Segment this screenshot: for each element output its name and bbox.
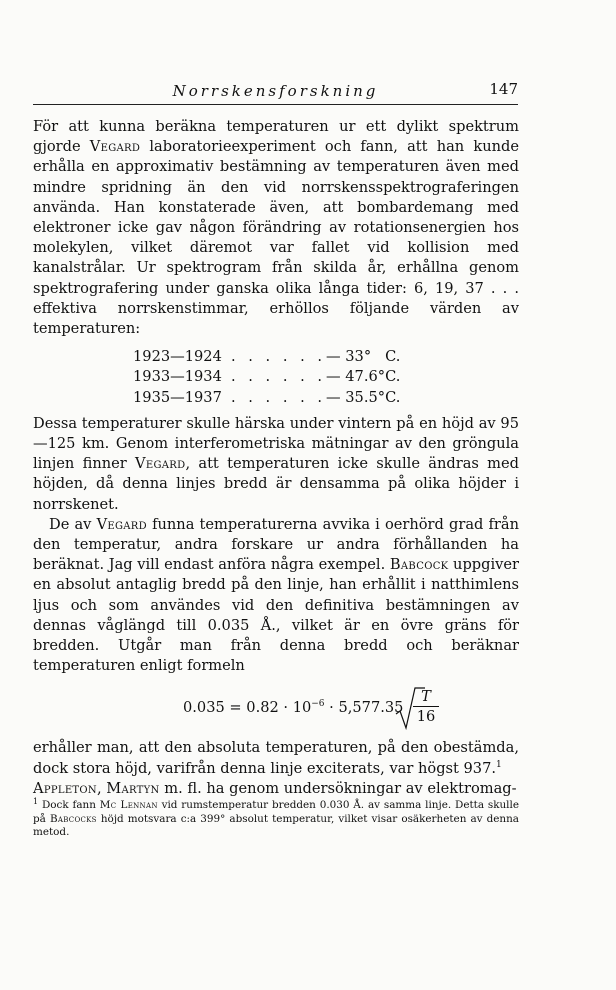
years-cell: 1933—1934 <box>133 368 222 386</box>
unit-cell: C. <box>385 368 401 386</box>
leader-dots: . . . . . . <box>231 388 327 406</box>
formula <box>183 684 519 730</box>
table-row <box>133 347 405 367</box>
author-name: Mc Lennan <box>99 799 158 811</box>
paragraph-2: Dessa temperaturer skulle härska under vintern på en höjd av 95—125 km. Genom interferometriska mätningar av den gröngula linjen finner Vegard, att temperaturen icke skulle ändras med höjden, då denna linjes bredd är densamma på olika höjder i norrskenet. <box>33 414 519 513</box>
unit-cell: C. <box>385 388 401 406</box>
temperature-value: — 47.6° <box>326 368 386 386</box>
paragraph-3: De av Vegard funna temperaturerna avvika i oerhörd grad från den temperatur, andra forskare ur andra förhållanden ha beräknat. Jag vill endast anföra några exempel. Babcock uppgiver en absolut antaglig bredd på den linje, han erhållit i natthimlens ljus och som användes vid den definitiva bestämningen av dennas våglängd till 0.035 Å., vilket är en övre gräns för bredden. Utgår man från denna bredd och beräknar temperaturen enligt formeln <box>33 515 520 675</box>
author-name: Appleton <box>33 779 97 797</box>
body-text <box>33 117 519 799</box>
footnotes <box>33 795 519 840</box>
paragraph-4: erhåller man, att den absoluta temperaturen, på den obestämda, dock stora höjd, varifrån denna linje exciterats, var högst 937.$^1$ Appleton, Martyn m. fl. ha genom undersökningar av elektromag- <box>33 739 519 797</box>
author-name: Vegard <box>89 138 141 156</box>
years-cell: 1935—1937 <box>133 388 222 406</box>
author-name: Babcocks <box>49 812 97 825</box>
table-row <box>133 388 405 408</box>
table-row <box>133 367 405 387</box>
author-name: Martyn <box>106 779 160 797</box>
temperature-table <box>133 347 405 408</box>
paragraph-1: För att kunna beräkna temperaturen ur ett dylikt spektrum gjorde Vegard laboratorieexperiment och fann, att han kunde erhålla en approximativ bestämning av temperaturen även med mindre spridning än den vid norrskensspektrograferingen använda. Han konstaterade även, att bombardemang med elektroner icke gav någon förändring av rotationsenergien hos molekylen, vilket däremot var fallet vid kollision med kanalstrålar. Ur spektrogram från skilda år, erhållna genom spektrografering under ganska olika långa tider: 6, 19, 37 . . . effektiva norrskenstimmar, erhöllos följande värden av temperaturen: <box>33 118 519 338</box>
footnote-reference: 1 <box>496 759 502 770</box>
author-name: Vegard <box>96 515 147 533</box>
footnote: $^1$ Dock fann Mc Lennan vid rumstemperatur bredden 0.030 Å. av samma linje. Detta skulle på Babcocks höjd motsvara c:a 399° absolut temperatur, vilket visar osäkerheten av denna metod. <box>33 797 519 839</box>
temperature-value: — 35.5° <box>326 388 386 406</box>
leader-dots: . . . . . . <box>231 348 327 366</box>
page-header <box>33 80 518 102</box>
unit-cell: C. <box>385 348 401 366</box>
formula-lhs: $0.035 = 0.82 \cdot 10^{-6} \cdot 5,577.35$ <box>183 699 404 717</box>
page-number: 147 <box>489 80 518 98</box>
leader-dots: . . . . . . <box>231 368 327 386</box>
fraction-numerator: T <box>413 688 439 707</box>
fraction-denominator: 16 <box>416 708 436 726</box>
formula-exponent: −6 <box>311 699 325 710</box>
author-name: Vegard <box>135 455 186 473</box>
running-title: Norrskensforskning <box>172 82 379 100</box>
years-cell: 1923—1924 <box>133 348 222 366</box>
header-rule <box>33 104 518 105</box>
footnote-mark: 1 <box>33 797 39 806</box>
temperature-value: — 33° <box>326 348 372 366</box>
formula-fraction <box>413 688 439 727</box>
author-name: Babcock <box>389 556 449 574</box>
